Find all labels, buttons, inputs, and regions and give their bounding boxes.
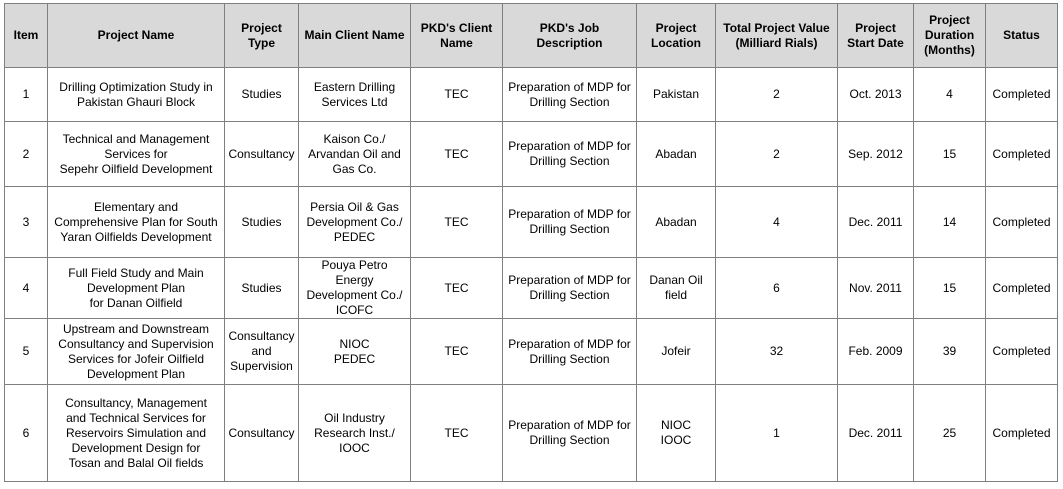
cell-location: NIOC IOOC <box>637 385 716 482</box>
cell-duration: 14 <box>914 187 986 258</box>
cell-value: 6 <box>716 258 838 319</box>
cell-project-name: Technical and Management Services for Sepehr Oilfield Development <box>48 122 225 187</box>
cell-location: Jofeir <box>637 319 716 385</box>
cell-pkd-client: TEC <box>411 319 503 385</box>
cell-duration: 25 <box>914 385 986 482</box>
table-row <box>5 319 1058 385</box>
cell-project-type: Consultancy <box>225 385 299 482</box>
table-row <box>5 122 1058 187</box>
table-body <box>5 68 1058 482</box>
header-value: Total Project Value (Milliard Rials) <box>716 4 838 68</box>
cell-pkd-job: Preparation of MDP for Drilling Section <box>503 187 637 258</box>
cell-duration: 15 <box>914 258 986 319</box>
cell-main-client: Persia Oil & Gas Development Co./ PEDEC <box>299 187 411 258</box>
header-row <box>5 4 1058 68</box>
cell-start-date: Dec. 2011 <box>838 385 914 482</box>
cell-project-type: Consultancy <box>225 122 299 187</box>
table-row <box>5 68 1058 122</box>
cell-project-type: Studies <box>225 258 299 319</box>
cell-project-name: Elementary and Comprehensive Plan for South Yaran Oilfields Development <box>48 187 225 258</box>
cell-project-type: Studies <box>225 68 299 122</box>
header-item: Item <box>5 4 48 68</box>
cell-start-date: Feb. 2009 <box>838 319 914 385</box>
cell-item: 5 <box>5 319 48 385</box>
cell-status: Completed <box>986 68 1058 122</box>
cell-location: Danan Oil field <box>637 258 716 319</box>
cell-pkd-client: TEC <box>411 68 503 122</box>
cell-pkd-client: TEC <box>411 187 503 258</box>
cell-main-client: NIOC PEDEC <box>299 319 411 385</box>
cell-item: 4 <box>5 258 48 319</box>
cell-project-name: Consultancy, Management and Technical Services for Reservoirs Simulation and Development Design for Tosan and Balal Oil fields <box>48 385 225 482</box>
cell-item: 6 <box>5 385 48 482</box>
table-row <box>5 385 1058 482</box>
cell-item: 1 <box>5 68 48 122</box>
cell-item: 2 <box>5 122 48 187</box>
cell-value: 4 <box>716 187 838 258</box>
cell-project-name: Drilling Optimization Study in Pakistan Ghauri Block <box>48 68 225 122</box>
cell-status: Completed <box>986 122 1058 187</box>
header-pkd-job: PKD's Job Description <box>503 4 637 68</box>
cell-duration: 4 <box>914 68 986 122</box>
projects-table <box>4 3 1058 482</box>
header-project-name: Project Name <box>48 4 225 68</box>
header-status: Status <box>986 4 1058 68</box>
cell-duration: 15 <box>914 122 986 187</box>
header-project-type: Project Type <box>225 4 299 68</box>
header-start-date: Project Start Date <box>838 4 914 68</box>
cell-main-client: Pouya Petro Energy Development Co./ ICOFC <box>299 258 411 319</box>
cell-pkd-client: TEC <box>411 258 503 319</box>
cell-value: 2 <box>716 68 838 122</box>
cell-status: Completed <box>986 385 1058 482</box>
cell-project-type: Studies <box>225 187 299 258</box>
header-main-client: Main Client Name <box>299 4 411 68</box>
table-row <box>5 187 1058 258</box>
cell-value: 2 <box>716 122 838 187</box>
cell-project-name: Upstream and Downstream Consultancy and Supervision Services for Jofeir Oilfield Development Plan <box>48 319 225 385</box>
cell-project-name: Full Field Study and Main Development Plan for Danan Oilfield <box>48 258 225 319</box>
header-duration: Project Duration (Months) <box>914 4 986 68</box>
cell-item: 3 <box>5 187 48 258</box>
cell-pkd-job: Preparation of MDP for Drilling Section <box>503 258 637 319</box>
cell-pkd-job: Preparation of MDP for Drilling Section <box>503 385 637 482</box>
cell-status: Completed <box>986 319 1058 385</box>
cell-value: 32 <box>716 319 838 385</box>
cell-start-date: Nov. 2011 <box>838 258 914 319</box>
cell-start-date: Sep. 2012 <box>838 122 914 187</box>
cell-pkd-job: Preparation of MDP for Drilling Section <box>503 319 637 385</box>
table-row <box>5 258 1058 319</box>
header-location: Project Location <box>637 4 716 68</box>
cell-value: 1 <box>716 385 838 482</box>
cell-main-client: Kaison Co./ Arvandan Oil and Gas Co. <box>299 122 411 187</box>
cell-pkd-job: Preparation of MDP for Drilling Section <box>503 122 637 187</box>
cell-start-date: Oct. 2013 <box>838 68 914 122</box>
cell-pkd-client: TEC <box>411 385 503 482</box>
cell-pkd-client: TEC <box>411 122 503 187</box>
cell-location: Pakistan <box>637 68 716 122</box>
cell-project-type: Consultancy and Supervision <box>225 319 299 385</box>
cell-main-client: Oil Industry Research Inst./ IOOC <box>299 385 411 482</box>
cell-start-date: Dec. 2011 <box>838 187 914 258</box>
cell-duration: 39 <box>914 319 986 385</box>
cell-location: Abadan <box>637 122 716 187</box>
cell-main-client: Eastern Drilling Services Ltd <box>299 68 411 122</box>
cell-status: Completed <box>986 187 1058 258</box>
cell-location: Abadan <box>637 187 716 258</box>
cell-pkd-job: Preparation of MDP for Drilling Section <box>503 68 637 122</box>
table-header <box>5 4 1058 68</box>
cell-status: Completed <box>986 258 1058 319</box>
header-pkd-client: PKD's Client Name <box>411 4 503 68</box>
